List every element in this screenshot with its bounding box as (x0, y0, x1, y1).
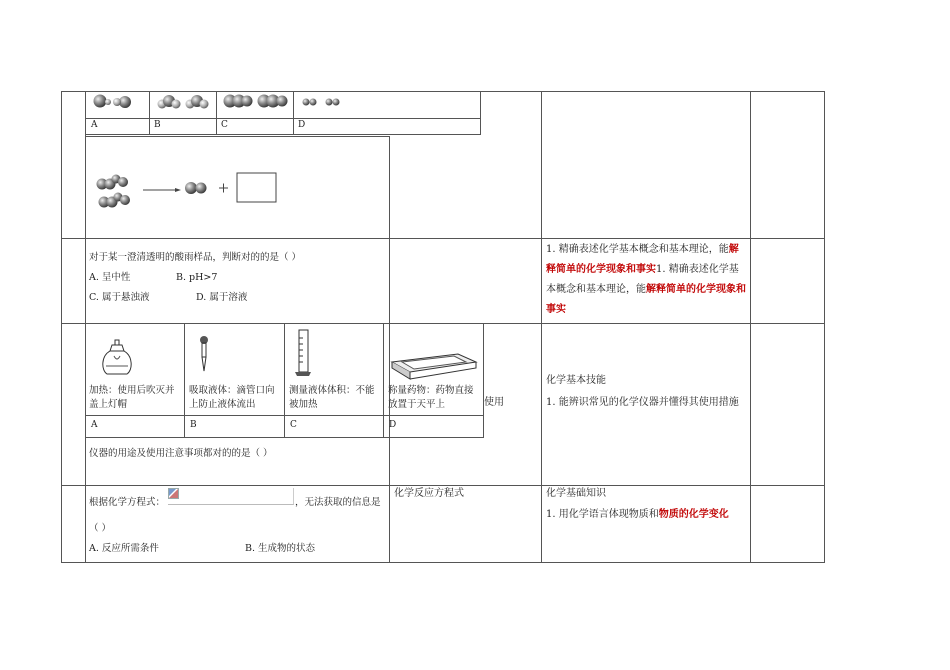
objective-text-row4: 1. 用化学语言体现物质和物质的化学变化 (546, 509, 729, 520)
instrument-a-desc: 加热：使用后吹灭并盖上灯帽 (89, 385, 175, 410)
graduated-cylinder-icon (294, 328, 312, 378)
instrument-c-desc: 测量液体体积：不能被加热 (289, 385, 375, 410)
instrument-d-desc: 称量药物：药物直接放置于天平上 (388, 385, 474, 410)
instrument-d-label: D (389, 420, 397, 430)
equation-bracket: （ ） (89, 523, 112, 534)
objective-text-row2: 1. 精确表述化学基本概念和基本理论，能解释简单的化学现象和事实1. 精确表述化学基本概念和基本理论，能解释简单的化学现象和事实 (546, 244, 746, 315)
h-line-top (61, 91, 824, 92)
v-line-col4 (750, 91, 751, 563)
option-c: C. 属于悬浊液 (89, 292, 150, 303)
h-line-row1 (61, 238, 824, 239)
v-line-right (824, 91, 825, 563)
objective-text-row3: 1. 能辨识常见的化学仪器并懂得其使用措施 (546, 397, 739, 408)
option-b-label: B (154, 120, 161, 130)
h-line-row3 (61, 485, 824, 486)
v-line-col1 (85, 91, 86, 563)
molecule-b-icon (156, 93, 214, 113)
dropper-icon (197, 335, 211, 375)
option-b: B. pH>7 (176, 272, 218, 283)
objective-title-row3: 化学基本技能 (546, 375, 606, 386)
equation-option-a: A. 反应所需条件 (89, 543, 159, 554)
v-line-left (61, 91, 62, 563)
instrument-c-label: C (290, 420, 297, 430)
v-line-col3 (541, 91, 542, 563)
option-a-label: A (91, 120, 98, 130)
option-d: D. 属于溶液 (196, 292, 248, 303)
molecule-d-icon (300, 93, 350, 113)
objective-highlight-row4: 物质的化学变化 (658, 509, 729, 520)
instrument-question: 仪器的用途及使用注意事项都对的的是（ ） (89, 448, 273, 459)
equation-option-b: B. 生成物的状态 (245, 543, 316, 554)
alcohol-lamp-icon (99, 338, 135, 378)
molecule-c-icon (222, 93, 290, 113)
h-line-bottom (61, 562, 824, 563)
option-d-label: D (298, 120, 306, 130)
broken-image-icon (168, 488, 180, 500)
equation-question-suffix: ，无法获取的信息是 (295, 497, 381, 508)
balance-icon (388, 352, 480, 382)
question-text: 对于某一澄清透明的酸雨样品，判断对的的是（ ） (89, 252, 302, 263)
option-a: A. 呈中性 (89, 272, 131, 283)
instrument-b-desc: 吸取液体：滴管口向上防止液体流出 (189, 385, 275, 410)
molecule-a-icon (92, 93, 142, 113)
instrument-a-label: A (91, 420, 98, 430)
reaction-diagram (94, 172, 284, 212)
objective-title-row4: 化学基础知识 (546, 488, 606, 499)
equation-question-prefix: 根据化学方程式： (89, 497, 166, 508)
objective-highlight-2: 解释简单的化学现象和事实 (546, 284, 746, 315)
equation-image-placeholder (168, 488, 294, 505)
v-line-col2 (389, 136, 390, 563)
knowledge-row4: 化学反应方程式 (394, 488, 464, 499)
instrument-b-label: B (190, 420, 197, 430)
knowledge-row3: 使用 (484, 397, 504, 408)
h-line-row2 (61, 323, 824, 324)
objective-highlight-1: 解释简单的化学现象和事实 (546, 244, 739, 275)
option-c-label: C (221, 120, 228, 130)
